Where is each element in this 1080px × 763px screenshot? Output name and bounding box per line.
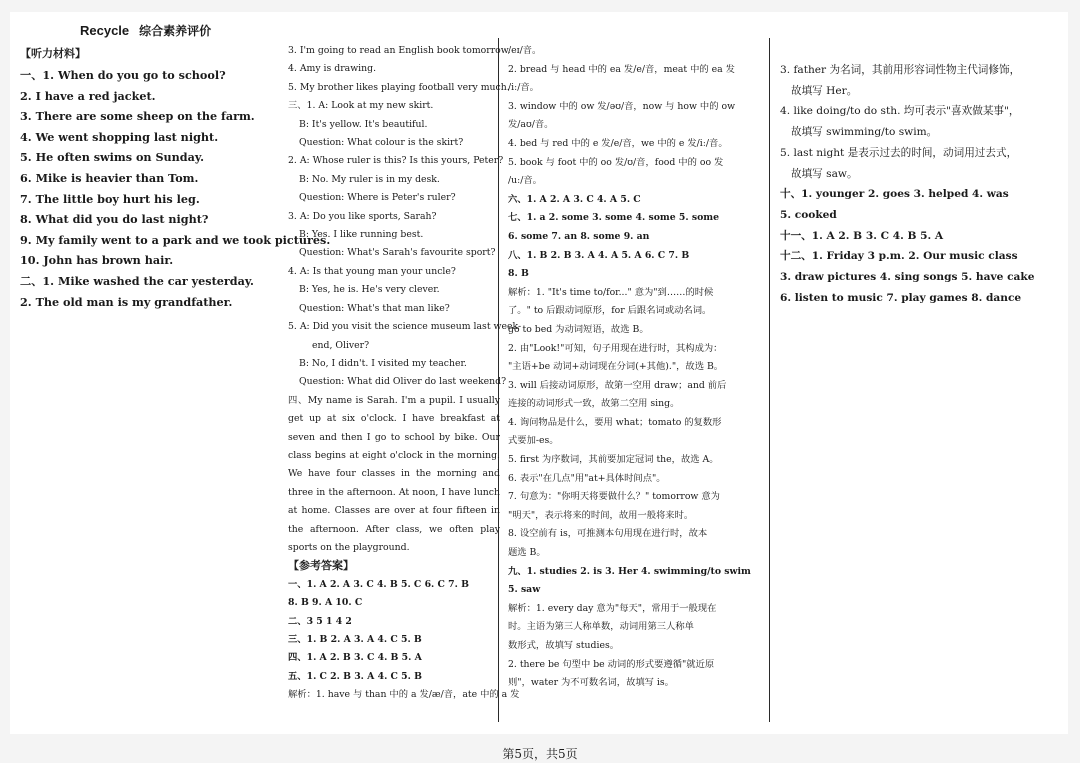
answer-row: 九、1. studies 2. is 3. Her 4. swimming/to swim <box>508 565 751 577</box>
explanation-line: 题选 B。 <box>508 547 546 559</box>
list-item: 7. The little boy hurt his leg. <box>20 191 200 206</box>
explanation-line: 7. 句意为："你明天将要做什么？" tomorrow 意为 <box>508 491 720 503</box>
column-listening <box>20 18 331 312</box>
explanation-line: 5. last night 是表示过去的时间，动词用过去式， <box>780 146 1018 159</box>
list-item: 9. My family went to a park and we took pictures. <box>20 232 331 247</box>
explanation-line: 则"，water 为不可数名词，故填写 is。 <box>508 677 674 689</box>
answer-row: 3. draw pictures 4. sing songs 5. have cake <box>780 271 1035 284</box>
answer-row: 6. some 7. an 8. some 9. an <box>508 230 650 242</box>
column-scripts-answers <box>288 42 522 705</box>
list-item: 2. I have a red jacket. <box>20 88 156 103</box>
page-number: 第5页，共5页 <box>502 747 578 761</box>
list-item: 二、1. Mike washed the car yesterday. <box>20 273 254 288</box>
explanation-line: 4. bed 与 red 中的 e 发/e/音，we 中的 e 发/iː/音。 <box>508 137 728 149</box>
answer-row: 二、3 5 1 4 2 <box>288 615 352 627</box>
section-answers-heading: 【参考答案】 <box>288 559 354 573</box>
explanation-line: 故填写 swimming/to swim。 <box>791 126 938 139</box>
explanation-line: 6. 表示"在几点"用"at+具体时间点"。 <box>508 472 666 484</box>
explanation-line: 式要加-es。 <box>508 435 559 447</box>
explanation-line: "明天"，表示将来的时间，故用一般将来时。 <box>508 509 694 521</box>
list-item: 5. My brother likes playing football very much. <box>288 81 510 93</box>
explanation-line: 8. 设空前有 is，可推测本句用现在进行时，故本 <box>508 528 708 540</box>
explanation-line: 2. bread 与 head 中的 ea 发/e/音，meat 中的 ea 发 <box>508 63 735 75</box>
answer-row: 八、1. B 2. B 3. A 4. A 5. A 6. C 7. B <box>508 249 690 261</box>
list-item: 10. John has brown hair. <box>20 253 174 268</box>
answer-row: 5. saw <box>508 584 541 596</box>
page-title <box>80 22 282 39</box>
explanation-line: 故填写 saw。 <box>791 167 858 180</box>
explanation-line: 3. will 后接动词原形，故第一空用 draw；and 前后 <box>508 379 727 391</box>
list-item: 三、1. A: Look at my new skirt. <box>288 100 434 112</box>
list-item: B: Yes. I like running best. <box>299 229 424 241</box>
list-item: 2. A: Whose ruler is this? Is this yours, Peter? <box>288 155 504 167</box>
answer-row: 五、1. C 2. B 3. A 4. C 5. B <box>288 670 422 682</box>
list-item: 5. He often swims on Sunday. <box>20 150 204 165</box>
list-item: end, Oliver? <box>312 339 370 351</box>
explanation-line: 5. first 为序数词，其前要加定冠词 the，故选 A。 <box>508 454 719 466</box>
explanation-line: /uː/音。 <box>508 175 542 187</box>
explanation-line: 2. 由"Look!"可知，句子用现在进行时，其构成为： <box>508 342 723 354</box>
list-item: 5. A: Did you visit the science museum last week- <box>288 321 522 333</box>
list-item: Question: What colour is the skirt? <box>299 137 464 149</box>
list-item: 3. I'm going to read an English book tomorrow. <box>288 45 511 56</box>
list-item: B: It's yellow. It's beautiful. <box>299 118 428 130</box>
explanation-line: 故填写 Her。 <box>791 84 858 97</box>
explanation-line: 5. book 与 foot 中的 oo 发/ʊ/音，food 中的 oo 发 <box>508 156 724 168</box>
title-chinese: 综合素养评价 <box>139 24 212 38</box>
list-item: B: No, I didn't. I visited my teacher. <box>299 357 467 369</box>
explanation-line: 4. 询问物品是什么，要用 what；tomato 的复数形 <box>508 416 722 428</box>
explanation-line: 3. window 中的 ow 发/əʊ/音，now 与 how 中的 ow <box>508 100 736 112</box>
explanation-line: 解析：1. every day 意为"每天"，常用于一般现在 <box>508 602 717 614</box>
list-item: 2. The old man is my grandfather. <box>20 294 233 309</box>
list-item: 6. Mike is heavier than Tom. <box>20 170 199 185</box>
explanation-line: 2. there be 句型中 be 动词的形式要遵循"就近原 <box>508 658 715 670</box>
answer-row: 十一、1. A 2. B 3. C 4. B 5. A <box>780 229 944 242</box>
list-item: Question: What's that man like? <box>299 302 450 314</box>
explanation-line: /eɪ/音。 <box>508 45 542 56</box>
explanation-line: 时。主语为第三人称单数，动词用第三人称单 <box>508 621 694 633</box>
answer-row: 8. B 9. A 10. C <box>288 597 363 609</box>
list-item: 4. A: Is that young man your uncle? <box>288 265 456 277</box>
explanation-line: 4. like doing/to do sth. 均可表示"喜欢做某事"， <box>780 105 1020 118</box>
column-more-answers <box>780 60 1050 308</box>
answer-row: 十、1. younger 2. goes 3. helped 4. was <box>780 188 1009 201</box>
explanation-line: 了。" to 后跟动词原形，for 后跟名词或动名词。 <box>508 305 712 317</box>
list-item: Question: Where is Peter's ruler? <box>299 192 456 204</box>
explanation-line: 3. father 为名词，其前用形容词性物主代词修饰， <box>780 64 1021 76</box>
list-item: 8. What did you do last night? <box>20 212 209 227</box>
listening-list <box>20 65 331 312</box>
list-item: B: No. My ruler is in my desk. <box>299 173 440 185</box>
list-item: 3. A: Do you like sports, Sarah? <box>288 210 437 222</box>
answer-row: 三、1. B 2. A 3. A 4. C 5. B <box>288 634 422 645</box>
explanation-line: /iː/音。 <box>508 82 539 94</box>
explanation-line: go to bed 为动词短语，故选 B。 <box>508 323 649 335</box>
list-item: 4. We went shopping last night. <box>20 129 219 144</box>
list-item: B: Yes, he is. He's very clever. <box>299 284 440 296</box>
explanation-line: 发/aʊ/音。 <box>508 119 554 131</box>
explanation-line: 解析：1. have 与 than 中的 a 发/æ/音，ate 中的 a 发 <box>288 689 520 701</box>
list-item: 4. Amy is drawing. <box>288 63 377 75</box>
answer-row: 六、1. A 2. A 3. C 4. A 5. C <box>508 193 641 205</box>
list-item: 一、1. When do you go to school? <box>20 68 226 82</box>
explanation-line: "主语+be 动词+动词现在分词(+其他)."，故选 B。 <box>508 361 724 373</box>
answer-row: 一、1. A 2. A 3. C 4. B 5. C 6. C 7. B <box>288 578 469 590</box>
column-divider <box>769 38 770 722</box>
title-english: Recycle <box>80 23 130 38</box>
explanation-line: 连接的动词形式一致，故第二空用 sing。 <box>508 398 680 410</box>
answer-row: 十二、1. Friday 3 p.m. 2. Our music class <box>780 250 1018 263</box>
answer-row: 6. listen to music 7. play games 8. dance <box>780 291 1022 304</box>
explanation-line: 解析：1. "It's time to/for..." 意为"到……的时候 <box>508 286 714 298</box>
answer-row: 七、1. a 2. some 3. some 4. some 5. some <box>508 212 720 224</box>
answer-row: 8. B <box>508 268 529 280</box>
explanation-line: 数形式，故填写 studies。 <box>508 640 620 651</box>
answer-sheet <box>10 12 1068 734</box>
list-item: Question: What did Oliver do last weekend? <box>299 376 507 388</box>
answer-row: 5. cooked <box>780 208 837 221</box>
passage-paragraph: 四、My name is Sarah. I'm a pupil. I usually get up at six o'clock. I have breakfast at seven and then I go to school by bike. Our class begins at eight o'clock in the morning. We have four classes in the morning and three in the afternoon. At noon, I have lunch at home. Classes are over at four fifteen in the afternoon. After class, we often play sports on the playground. <box>288 394 500 553</box>
section-listening-heading: 【听力材料】 <box>20 47 86 60</box>
list-item: 3. There are some sheep on the farm. <box>20 109 255 124</box>
answer-row: 四、1. A 2. B 3. C 4. B 5. A <box>288 652 422 664</box>
column-explanations <box>508 42 751 693</box>
list-item: Question: What's Sarah's favourite sport? <box>299 247 496 259</box>
